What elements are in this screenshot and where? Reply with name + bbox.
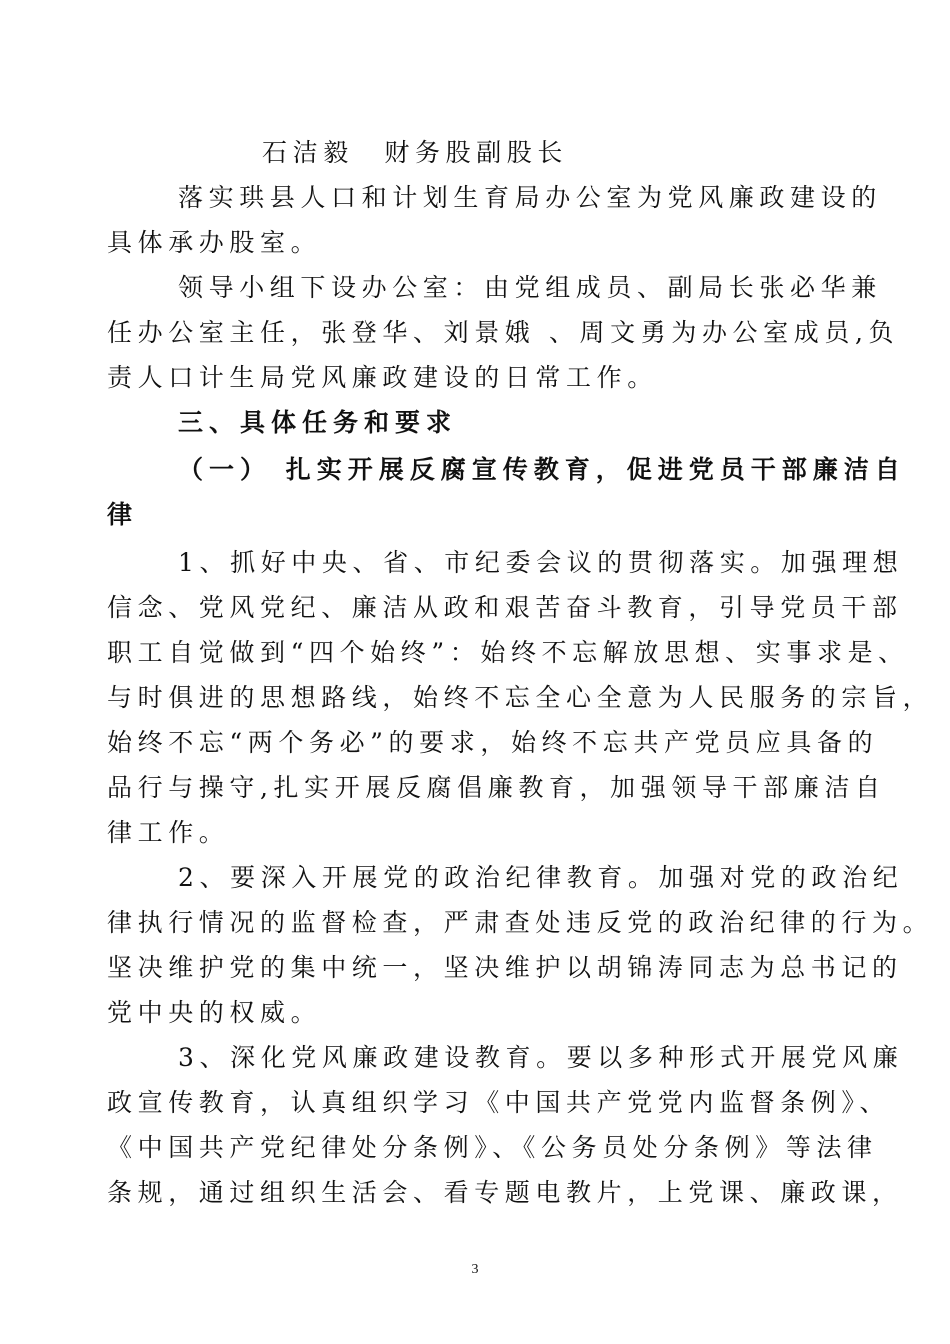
paragraph-line: 始终不忘“两个务必”的要求，始终不忘共产党员应具备的 bbox=[107, 728, 879, 757]
paragraph-line: 2、要深入开展党的政治纪律教育。加强对党的政治纪 bbox=[178, 863, 904, 892]
paragraph-line: 任办公室主任，张登华、刘景娥 、周文勇为办公室成员,负 bbox=[107, 318, 900, 347]
paragraph-line: 职工自觉做到“四个始终”：始终不忘解放思想、实事求是、 bbox=[107, 638, 909, 667]
paragraph-line: 条规，通过组织生活会、看专题电教片，上党课、廉政课， bbox=[107, 1178, 903, 1207]
paragraph-line: 3、深化党风廉政建设教育。要以多种形式开展党风廉 bbox=[178, 1043, 904, 1072]
member-line: 石洁毅 财务股副股长 bbox=[262, 138, 569, 167]
paragraph-line: 坚决维护党的集中统一，坚决维护以胡锦涛同志为总书记的 bbox=[107, 953, 903, 982]
paragraph-line: 1、抓好中央、省、市纪委会议的贯彻落实。加强理想 bbox=[178, 548, 904, 577]
paragraph-line: 信念、党风党纪、廉洁从政和艰苦奋斗教育，引导党员干部 bbox=[107, 593, 903, 622]
paragraph-line: 律执行情况的监督检查，严肃查处违反党的政治纪律的行为。 bbox=[107, 908, 934, 937]
paragraph-line: 与时俱进的思想路线，始终不忘全心全意为人民服务的宗旨， bbox=[107, 683, 934, 712]
subsection-heading-continued: 律 bbox=[107, 500, 139, 529]
paragraph-line: 责人口计生局党风廉政建设的日常工作。 bbox=[107, 363, 658, 392]
paragraph-line: 政宣传教育，认真组织学习《中国共产党党内监督条例》、 bbox=[107, 1088, 891, 1117]
paragraph-line: 具体承办股室。 bbox=[107, 228, 322, 257]
paragraph-line: 律工作。 bbox=[107, 818, 230, 847]
paragraph-line: 《中国共产党纪律处分条例》、《公务员处分条例》等法律 bbox=[107, 1133, 878, 1162]
subsection-heading: （一） 扎实开展反腐宣传教育，促进党员干部廉洁自 bbox=[178, 455, 906, 484]
paragraph-line: 领导小组下设办公室：由党组成员、副局长张必华兼 bbox=[178, 273, 882, 302]
paragraph-line: 党中央的权威。 bbox=[107, 998, 322, 1027]
paragraph-line: 品行与操守,扎实开展反腐倡廉教育，加强领导干部廉洁自 bbox=[107, 773, 886, 802]
section-heading: 三、具体任务和要求 bbox=[178, 408, 458, 437]
page-number: 3 bbox=[471, 1262, 479, 1277]
paragraph-line: 落实珙县人口和计划生育局办公室为党风廉政建设的 bbox=[178, 183, 882, 212]
